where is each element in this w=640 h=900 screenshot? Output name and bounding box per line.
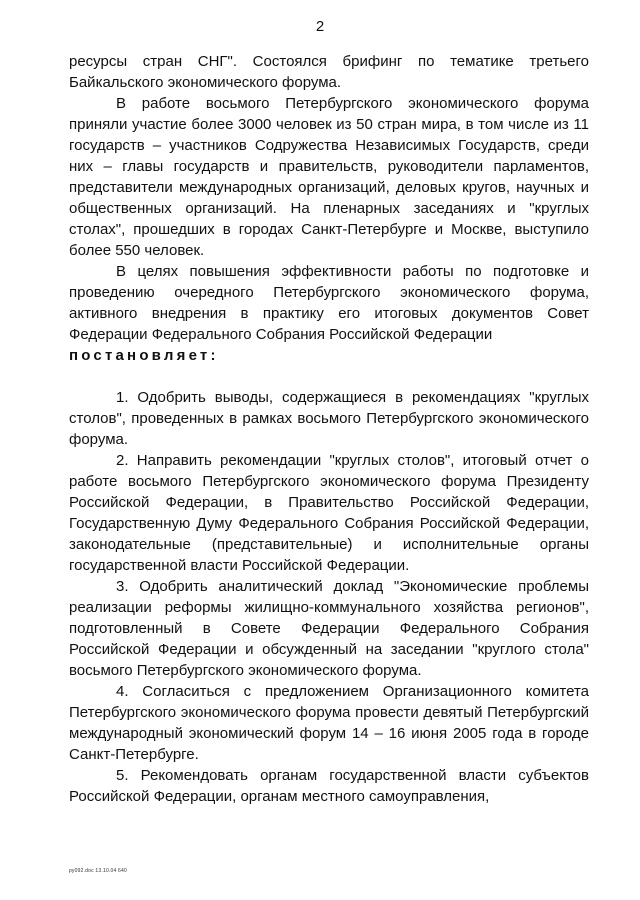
file-reference-footer: ру092.doc 13.10.04 640 [69,868,128,874]
blank-line [69,366,589,387]
resolution-item-3: 3. Одобрить аналитический доклад "Экономические проблемы реализации реформы жилищно-коммунального хозяйства регионов", подготовленный в Совете Федерации Федерального Собрания Российской Федерации и обсужденный на заседании "круглого стола" восьмого Петербургского экономического форума. [69,578,589,679]
paragraph-continuation: ресурсы стран СНГ". Состоялся брифинг по тематике третьего Байкальского экономического форума. [69,53,589,91]
resolution-item-5: 5. Рекомендовать органам государственной власти субъектов Российской Федерации, органам местного самоуправления, [69,767,589,805]
document-body [69,51,589,807]
resolution-item-1: 1. Одобрить выводы, содержащиеся в рекомендациях "круглых столов", проведенных в рамках восьмого Петербургского экономического форума. [69,389,589,448]
resolution-item-2: 2. Направить рекомендации "круглых столов", итоговый отчет о работе восьмого Петербургского экономического форума Президенту Российской Федерации, в Правительство Российской Федерации, Государственную Думу Федерального Собрания Российской Федерации, законодательные (представительные) и исполнительные органы государственной власти Российской Федерации. [69,452,589,574]
page-number: 2 [315,18,325,35]
paragraph-preamble: В целях повышения эффективности работы по подготовке и проведению очередного Петербургского экономического форума, активного внедрения в практику его итоговых документов Совет Федерации Федерального Собрания Российской Федерации [69,263,589,343]
resolution-item-4: 4. Согласиться с предложением Организационного комитета Петербургского экономического форума провести девятый Петербургский международный экономический форум 14 – 16 июня 2005 года в городе Санкт-Петербурге. [69,683,589,763]
paragraph-forum-participants: В работе восьмого Петербургского экономического форума приняли участие более 3000 человек из 50 стран мира, в том числе из 11 государств – участников Содружества Независимых Государств, среди них – главы государств и правительств, руководители парламентов, представители международных организаций, деловых кругов, научных и общественных организаций. На пленарных заседаниях и "круглых столах", прошедших в городах Санкт-Петербурге и Москве, выступило более 550 человек. [69,95,589,259]
resolves-heading: постановляет: [69,347,219,364]
